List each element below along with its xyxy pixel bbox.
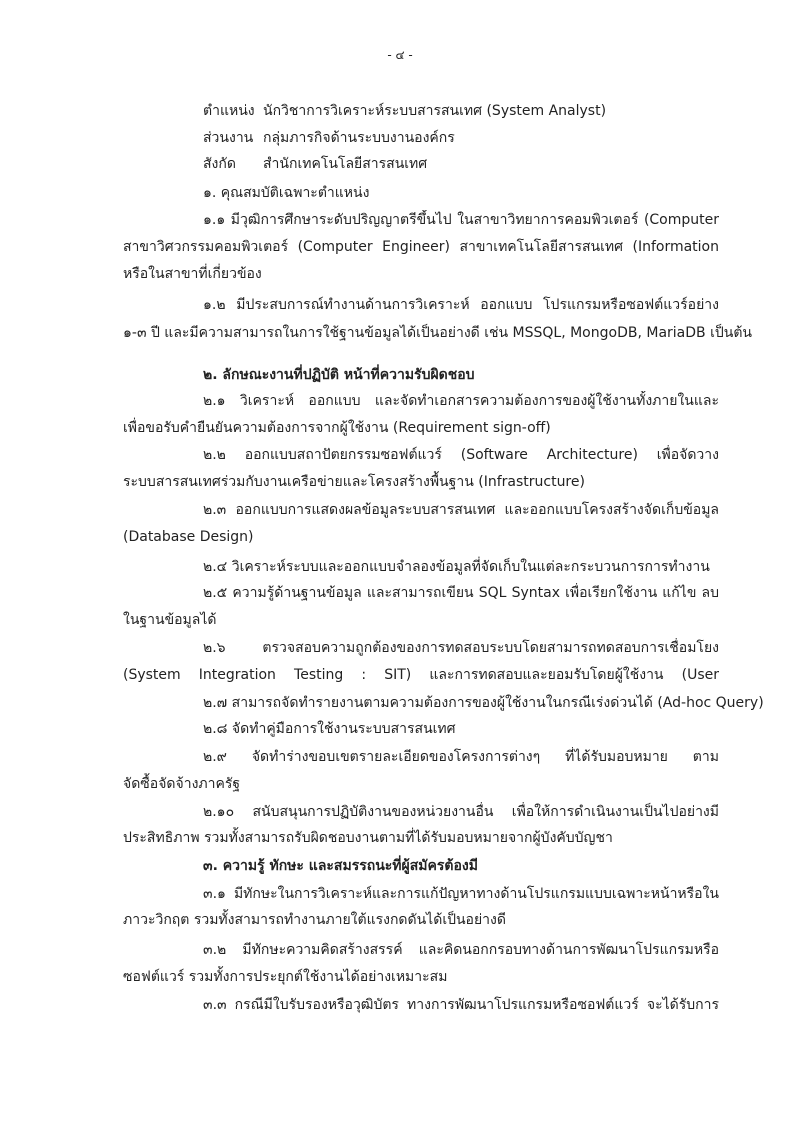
affiliation-label: สังกัด — [203, 156, 236, 172]
item-2-3-line: (Database Design) — [123, 529, 254, 545]
item-2-5-line: ในฐานข้อมูลได้ — [123, 612, 217, 628]
item-2-2-line: ๒.๒ ออกแบบสถาปัตยกรรมซอฟต์แวร์ (Software Architecture) เพื่อจัดวาง — [203, 447, 719, 463]
item-2-5-line: ๒.๕ ความรู้ด้านฐานข้อมูล และสามารถเขียน SQL Syntax เพื่อเรียกใช้งาน แก้ไข ลบ — [203, 585, 719, 601]
item-2-9-line: ๒.๙ จัดทำร่างขอบเขตรายละเอียดของโครงการต่างๆ ที่ได้รับมอบหมาย ตาม — [203, 749, 719, 765]
item-3-1-line: ๓.๑ มีทักษะในการวิเคราะห์และการแก้ปัญหาทางด้านโปรแกรมแบบเฉพาะหน้าหรือใน — [203, 886, 719, 902]
item-2-7-line: ๒.๗ สามารถจัดทำรายงานตามความต้องการของผู้ใช้งานในกรณีเร่งด่วนได้ (Ad-hoc Query) — [203, 695, 764, 711]
item-1-1-line: สาขาวิศวกรรมคอมพิวเตอร์ (Computer Engineer) สาขาเทคโนโลยีสารสนเทศ (Information — [123, 239, 719, 255]
item-2-2-line: ระบบสารสนเทศร่วมกับงานเครือข่ายและโครงสร้างพื้นฐาน (Infrastructure) — [123, 474, 585, 490]
item-2-6-line: ๒.๖ ตรวจสอบความถูกต้องของการทดสอบระบบโดยสามารถทดสอบการเชื่อมโยง — [203, 640, 719, 656]
item-1-2-line: ๑.๒ มีประสบการณ์ทำงานด้านการวิเคราะห์ ออกแบบ โปรแกรมหรือซอฟต์แวร์อย่าง — [203, 297, 719, 313]
page-number: - ๔ - — [387, 48, 413, 62]
item-2-1-line: ๒.๑ วิเคราะห์ ออกแบบ และจัดทำเอกสารความต้องการของผู้ใช้งานทั้งภายในและ — [203, 393, 719, 409]
item-2-10-line: ประสิทธิภาพ รวมทั้งสามารถรับผิดชอบงานตามที่ได้รับมอบหมายจากผู้บังคับบัญชา — [123, 830, 613, 846]
item-1-1-line: ๑.๑ มีวุฒิการศึกษาระดับปริญญาตรีขึ้นไป ในสาขาวิทยาการคอมพิวเตอร์ (Computer — [203, 212, 719, 228]
section-3-title: ๓. ความรู้ ทักษะ และสมรรถนะที่ผู้สมัครต้องมี — [203, 858, 478, 874]
position-value: นักวิชาการวิเคราะห์ระบบสารสนเทศ (System Analyst) — [263, 103, 607, 119]
item-2-9-line: จัดซื้อจัดจ้างภาครัฐ — [123, 776, 241, 792]
item-2-4-line: ๒.๔ วิเคราะห์ระบบและออกแบบจำลองข้อมูลที่จัดเก็บในแต่ละกระบวนการการทำงาน — [203, 559, 710, 575]
item-2-6-line: (System Integration Testing : SIT) และการทดสอบและยอมรับโดยผู้ใช้งาน (User — [123, 667, 719, 683]
item-2-10-line: ๒.๑๐ สนับสนุนการปฏิบัติงานของหน่วยงานอื่น เพื่อให้การดำเนินงานเป็นไปอย่างมี — [203, 804, 719, 820]
item-2-3-line: ๒.๓ ออกแบบการแสดงผลข้อมูลระบบสารสนเทศ และออกแบบโครงสร้างจัดเก็บข้อมูล — [203, 502, 719, 518]
item-1-2-line: ๑-๓ ปี และมีความสามารถในการใช้ฐานข้อมูลได้เป็นอย่างดี เช่น MSSQL, MongoDB, MariaDB เป็นต้น — [123, 325, 752, 341]
unit-label: ส่วนงาน — [203, 130, 254, 146]
unit-value: กลุ่มภารกิจด้านระบบงานองค์กร — [263, 130, 455, 146]
item-3-3-line: ๓.๓ กรณีมีใบรับรองหรือวุฒิบัตร ทางการพัฒนาโปรแกรมหรือซอฟต์แวร์ จะได้รับการ — [203, 997, 719, 1013]
affiliation-value: สำนักเทคโนโลยีสารสนเทศ — [263, 156, 428, 172]
position-label: ตำแหน่ง — [203, 103, 255, 119]
item-3-2-line: ซอฟต์แวร์ รวมทั้งการประยุกต์ใช้งานได้อย่างเหมาะสม — [123, 969, 448, 985]
item-3-1-line: ภาวะวิกฤต รวมทั้งสามารถทำงานภายใต้แรงกดดันได้เป็นอย่างดี — [123, 912, 506, 928]
item-1-1-line: หรือในสาขาที่เกี่ยวข้อง — [123, 266, 262, 282]
item-2-1-line: เพื่อขอรับคำยืนยันความต้องการจากผู้ใช้งาน (Requirement sign-off) — [123, 420, 551, 436]
item-2-8-line: ๒.๘ จัดทำคู่มือการใช้งานระบบสารสนเทศ — [203, 721, 456, 737]
item-3-2-line: ๓.๒ มีทักษะความคิดสร้างสรรค์ และคิดนอกกรอบทางด้านการพัฒนาโปรแกรมหรือ — [203, 942, 719, 958]
section-2-title: ๒. ลักษณะงานที่ปฏิบัติ หน้าที่ความรับผิดชอบ — [203, 367, 475, 383]
section-1-title: ๑. คุณสมบัติเฉพาะตำแหน่ง — [203, 185, 370, 201]
